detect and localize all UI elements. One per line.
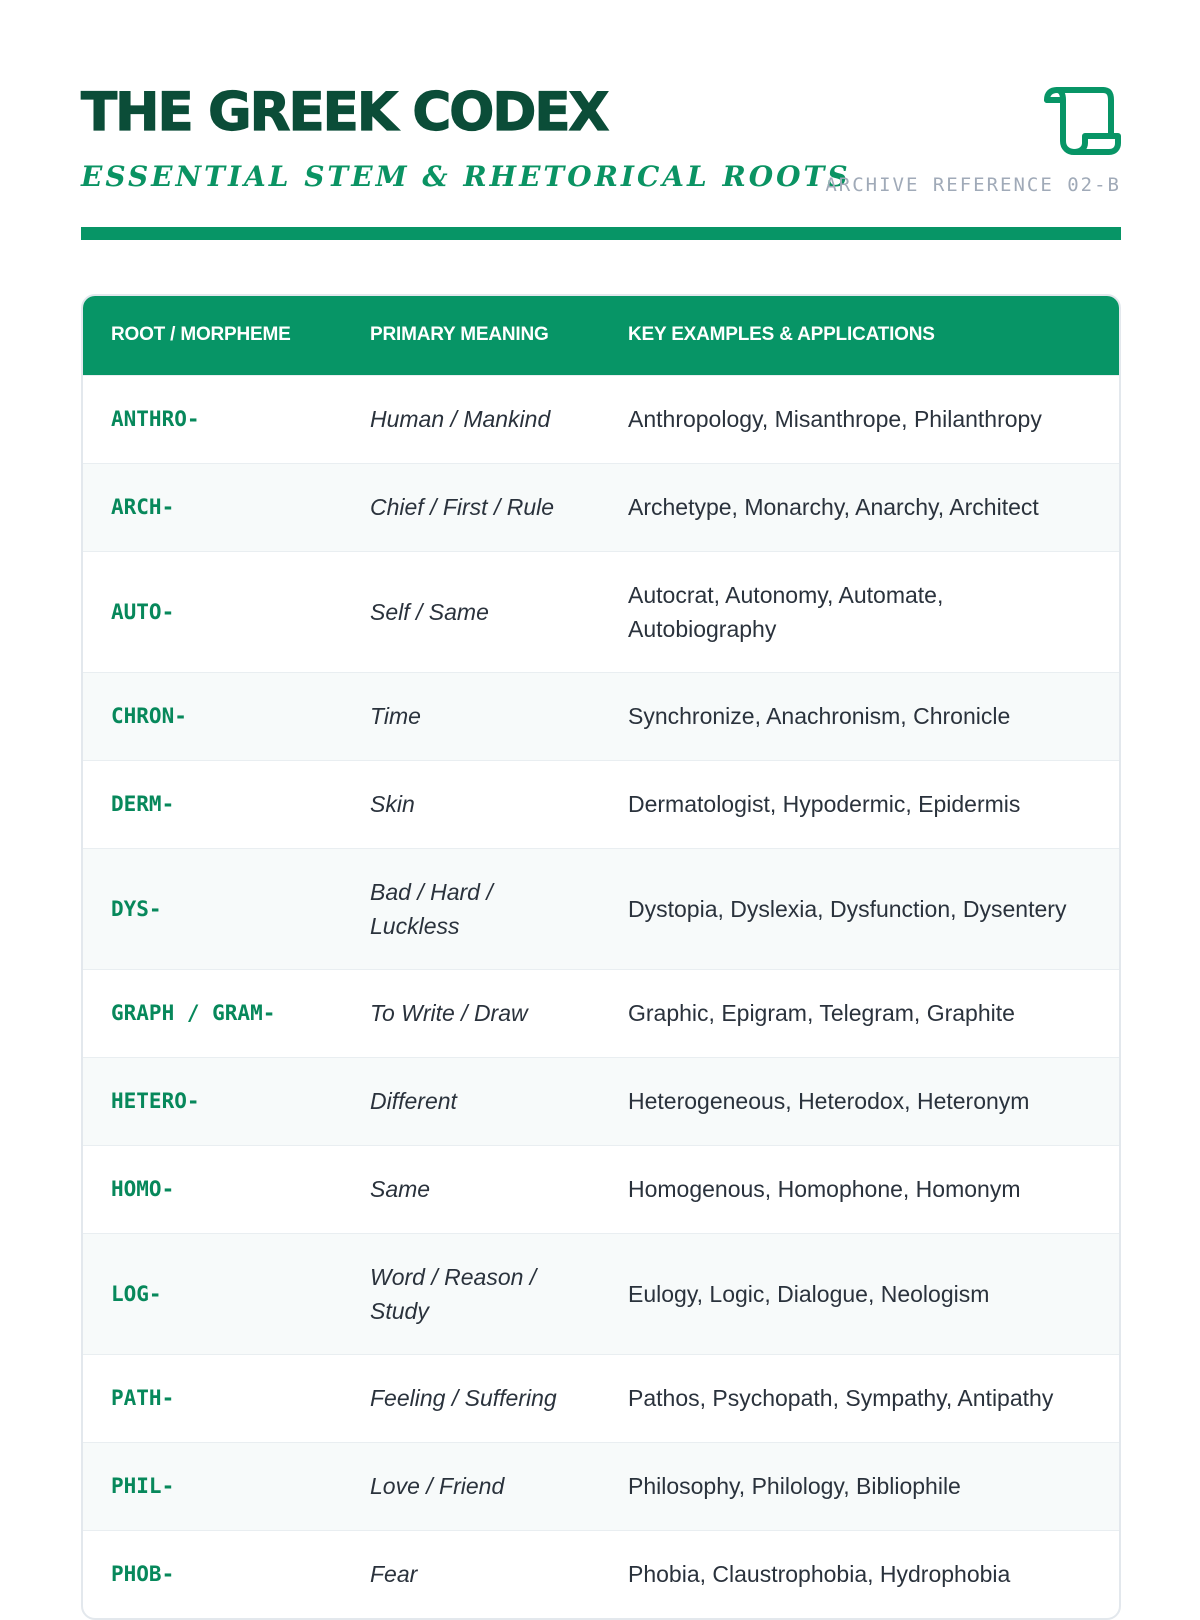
examples-cell: Dermatologist, Hypodermic, Epidermis: [628, 791, 1021, 817]
meaning-cell: To Write / Draw: [370, 1000, 528, 1026]
examples-cell: Graphic, Epigram, Telegram, Graphite: [628, 1000, 1015, 1026]
scroll-icon: [1043, 86, 1121, 156]
root-cell: AUTO-: [111, 599, 175, 624]
root-cell: HETERO-: [111, 1089, 200, 1113]
root-cell: ANTHRO-: [111, 407, 200, 431]
root-cell: HOMO-: [111, 1177, 175, 1201]
table-row: [83, 375, 1119, 463]
examples-cell: Heterogeneous, Heterodox, Heteronym: [628, 1088, 1030, 1114]
table-row: [83, 1233, 1119, 1354]
table-row: [83, 969, 1119, 1057]
root-cell: PHOB-: [111, 1562, 175, 1587]
examples-cell: Pathos, Psychopath, Sympathy, Antipathy: [628, 1385, 1054, 1411]
column-header-examples: KEY EXAMPLES & APPLICATIONS: [628, 324, 935, 346]
meaning-cell: Human / Mankind: [370, 406, 551, 432]
table-row: [83, 1057, 1119, 1145]
root-cell: DERM-: [111, 792, 175, 816]
column-header-meaning: PRIMARY MEANING: [370, 324, 549, 346]
table-row: [83, 463, 1119, 551]
examples-cell: Archetype, Monarchy, Anarchy, Architect: [628, 494, 1039, 520]
root-cell: GRAPH / GRAM-: [111, 1001, 276, 1025]
examples-cell: Anthropology, Misanthrope, Philanthropy: [628, 406, 1042, 432]
table-header-row: [83, 296, 1119, 375]
meaning-cell: Time: [370, 703, 421, 729]
archive-reference: ARCHIVE REFERENCE 02-B: [825, 174, 1121, 196]
examples-cell: Autocrat, Autonomy, Automate, Autobiography: [628, 581, 944, 642]
meaning-cell: Love / Friend: [370, 1473, 505, 1499]
table-row: [83, 760, 1119, 848]
document-page: [81, 0, 1121, 1588]
page-title: THE GREEK CODEX: [81, 82, 608, 143]
root-cell: LOG-: [111, 1281, 162, 1306]
examples-cell: Philosophy, Philology, Bibliophile: [628, 1473, 961, 1499]
examples-cell: Homogenous, Homophone, Homonym: [628, 1176, 1021, 1202]
table-row: [83, 1354, 1119, 1442]
table-row: [83, 848, 1119, 969]
examples-cell: Synchronize, Anachronism, Chronicle: [628, 703, 1011, 729]
meaning-cell: Word / Reason / Study: [370, 1263, 537, 1324]
table-row: [83, 1442, 1119, 1530]
roots-table-card: [81, 294, 1121, 1620]
meaning-cell: Bad / Hard / Luckless: [370, 878, 493, 939]
root-cell: DYS-: [111, 896, 162, 921]
examples-cell: Phobia, Claustrophobia, Hydrophobia: [628, 1561, 1011, 1588]
root-cell: PHIL-: [111, 1474, 175, 1498]
meaning-cell: Feeling / Suffering: [370, 1385, 557, 1411]
meaning-cell: Same: [370, 1176, 431, 1202]
roots-table: [83, 296, 1119, 1618]
table-row: [83, 1530, 1119, 1618]
meaning-cell: Skin: [370, 791, 415, 817]
page-subtitle: ESSENTIAL STEM & RHETORICAL ROOTS: [81, 160, 851, 193]
table-row: [83, 1145, 1119, 1233]
header: [81, 0, 1121, 240]
table-row: [83, 672, 1119, 760]
examples-cell: Eulogy, Logic, Dialogue, Neologism: [628, 1280, 990, 1307]
header-rule: [81, 227, 1121, 240]
column-header-root: ROOT / MORPHEME: [111, 324, 291, 346]
examples-cell: Dystopia, Dyslexia, Dysfunction, Dysentery: [628, 895, 1067, 922]
table-row: [83, 551, 1119, 672]
root-cell: CHRON-: [111, 704, 187, 728]
meaning-cell: Different: [370, 1088, 457, 1114]
root-cell: PATH-: [111, 1386, 175, 1410]
meaning-cell: Self / Same: [370, 598, 489, 625]
meaning-cell: Fear: [370, 1561, 418, 1588]
root-cell: ARCH-: [111, 495, 175, 519]
meaning-cell: Chief / First / Rule: [370, 494, 555, 520]
